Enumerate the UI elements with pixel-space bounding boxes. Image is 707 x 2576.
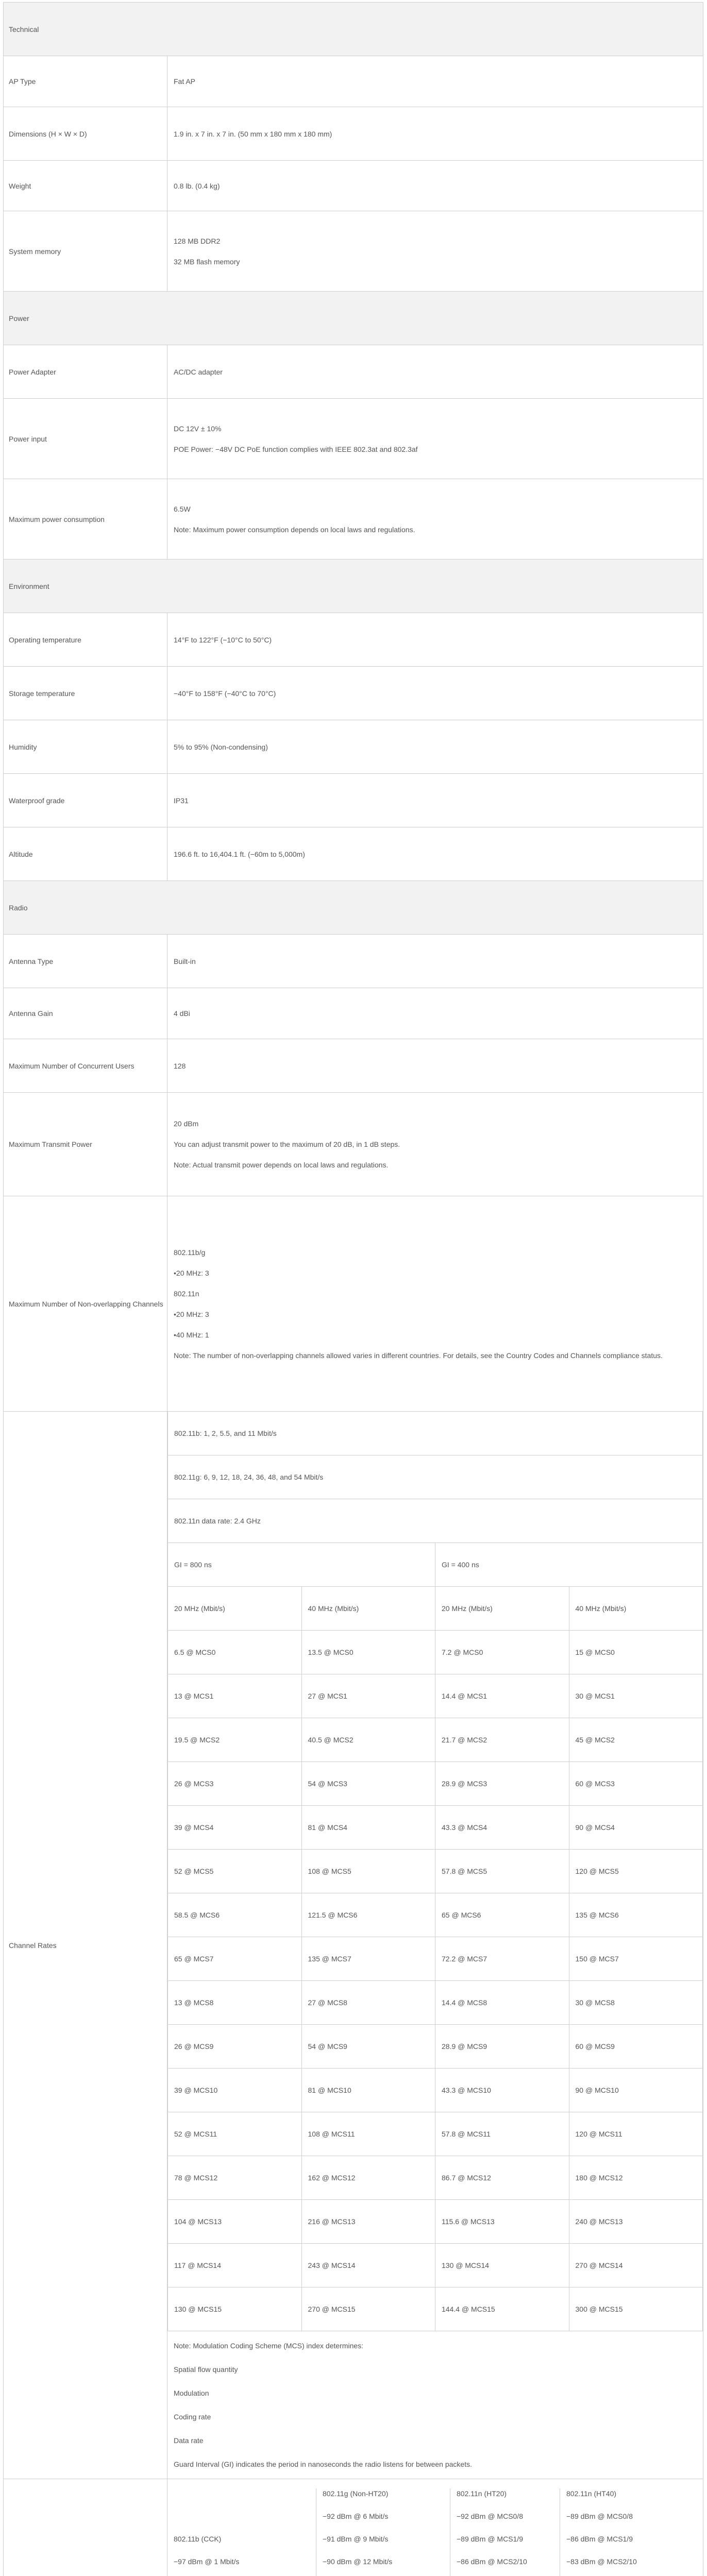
dimensions-label: Dimensions (H × W × D) bbox=[4, 107, 167, 161]
rate-cell: 108 @ MCS5 bbox=[301, 1850, 435, 1893]
rates-note: Note: Modulation Coding Scheme (MCS) index determines: bbox=[174, 2342, 364, 2350]
non-overlap-note: Note: The number of non-overlapping channels allowed varies in different countries. For details, see the Country Codes and Channels compliance status. bbox=[174, 1351, 663, 1360]
rs-entry: −86 dBm @ MCS1/9 bbox=[566, 2535, 633, 2543]
rs-col-11n-ht20 bbox=[450, 2488, 560, 2576]
operating-temp-value: 14°F to 122°F (−10°C to 50°C) bbox=[167, 613, 703, 667]
rate-cell: 57.8 @ MCS5 bbox=[435, 1850, 569, 1893]
rate-row bbox=[168, 2112, 703, 2156]
non-overlap-line: •40 MHz: 1 bbox=[174, 1330, 209, 1339]
rate-cell: 28.9 @ MCS3 bbox=[435, 1762, 569, 1806]
rates-note: Guard Interval (GI) indicates the period in nanoseconds the radio listens for between packets. bbox=[174, 2460, 472, 2468]
rate-cell: 43.3 @ MCS10 bbox=[435, 2069, 569, 2112]
non-overlap-line: •20 MHz: 3 bbox=[174, 1268, 209, 1277]
rs-entry: −90 dBm @ 12 Mbit/s bbox=[323, 2557, 393, 2566]
col-20mhz-header: 20 MHz (Mbit/s) bbox=[168, 1587, 302, 1631]
max-users-value: 128 bbox=[167, 1039, 703, 1093]
rate-row bbox=[168, 1937, 703, 1981]
rate-cell: 30 @ MCS8 bbox=[569, 1981, 703, 2025]
rate-cell: 60 @ MCS3 bbox=[569, 1762, 703, 1806]
humidity-value: 5% to 95% (Non-condensing) bbox=[167, 720, 703, 774]
max-power-label: Maximum power consumption bbox=[4, 479, 167, 560]
rate-cell: 45 @ MCS2 bbox=[569, 1718, 703, 1762]
channel-rates-notes bbox=[167, 2331, 703, 2479]
rate-cell: 144.4 @ MCS15 bbox=[435, 2287, 569, 2331]
rate-cell: 81 @ MCS10 bbox=[301, 2069, 435, 2112]
rs-entry: 802.11b (CCK) bbox=[174, 2535, 222, 2543]
operating-temp-label: Operating temperature bbox=[4, 613, 167, 667]
memory-value bbox=[167, 211, 703, 292]
rate-cell: 57.8 @ MCS11 bbox=[435, 2112, 569, 2156]
rate-cell: 13 @ MCS8 bbox=[168, 1981, 302, 2025]
rate-cell: 120 @ MCS5 bbox=[569, 1850, 703, 1893]
rate-cell: 40.5 @ MCS2 bbox=[301, 1718, 435, 1762]
col-20mhz-header: 20 MHz (Mbit/s) bbox=[435, 1587, 569, 1631]
rate-cell: 43.3 @ MCS4 bbox=[435, 1806, 569, 1850]
max-power-line-1: 6.5W bbox=[174, 504, 191, 513]
max-power-value bbox=[167, 479, 703, 560]
power-input-value bbox=[167, 399, 703, 479]
weight-label: Weight bbox=[4, 161, 167, 211]
rate-cell: 13.5 @ MCS0 bbox=[301, 1631, 435, 1674]
rate-cell: 60 @ MCS9 bbox=[569, 2025, 703, 2069]
rate-row bbox=[168, 1762, 703, 1806]
rs-entry: 802.11n (HT40) bbox=[566, 2489, 617, 2498]
rate-cell: 39 @ MCS4 bbox=[168, 1806, 302, 1850]
power-input-line-1: DC 12V ± 10% bbox=[174, 424, 222, 433]
rate-row bbox=[168, 1850, 703, 1893]
storage-temp-value: −40°F to 158°F (−40°C to 70°C) bbox=[167, 667, 703, 720]
max-tx-power-line-1: 20 dBm bbox=[174, 1120, 199, 1128]
rate-row bbox=[168, 2069, 703, 2112]
spec-table bbox=[3, 2, 703, 2576]
rate-cell: 72.2 @ MCS7 bbox=[435, 1937, 569, 1981]
rate-cell: 54 @ MCS9 bbox=[301, 2025, 435, 2069]
rate-row bbox=[168, 2156, 703, 2200]
rate-row bbox=[168, 1981, 703, 2025]
altitude-value: 196.6 ft. to 16,404.1 ft. (−60m to 5,000m) bbox=[167, 827, 703, 881]
rate-cell: 26 @ MCS3 bbox=[168, 1762, 302, 1806]
rate-cell: 15 @ MCS0 bbox=[569, 1631, 703, 1674]
rate-cell: 7.2 @ MCS0 bbox=[435, 1631, 569, 1674]
rate-cell: 130 @ MCS14 bbox=[435, 2244, 569, 2287]
storage-temp-label: Storage temperature bbox=[4, 667, 167, 720]
rs-entry: 802.11n (HT20) bbox=[457, 2489, 507, 2498]
col-40mhz-header: 40 MHz (Mbit/s) bbox=[301, 1587, 435, 1631]
receiver-sensitivity-label bbox=[4, 2479, 167, 2576]
weight-value: 0.8 lb. (0.4 kg) bbox=[167, 161, 703, 211]
rate-cell: 28.9 @ MCS9 bbox=[435, 2025, 569, 2069]
altitude-label: Altitude bbox=[4, 827, 167, 881]
rate-cell: 19.5 @ MCS2 bbox=[168, 1718, 302, 1762]
rate-cell: 108 @ MCS11 bbox=[301, 2112, 435, 2156]
rate-cell: 120 @ MCS11 bbox=[569, 2112, 703, 2156]
rs-entry: −92 dBm @ MCS0/8 bbox=[457, 2512, 523, 2520]
ap-type-label: AP Type bbox=[4, 56, 167, 107]
non-overlap-line: 802.11n bbox=[174, 1289, 199, 1298]
max-users-label: Maximum Number of Concurrent Users bbox=[4, 1039, 167, 1093]
max-power-line-2: Note: Maximum power consumption depends on local laws and regulations. bbox=[174, 525, 415, 534]
rate-row bbox=[168, 2200, 703, 2244]
rate-cell: 65 @ MCS7 bbox=[168, 1937, 302, 1981]
section-technical: Technical bbox=[4, 3, 703, 56]
power-adapter-value: AC/DC adapter bbox=[167, 345, 703, 399]
power-input-label: Power input bbox=[4, 399, 167, 479]
section-environment: Environment bbox=[4, 560, 703, 613]
non-overlapping-value bbox=[167, 1196, 703, 1412]
rate-row bbox=[168, 2025, 703, 2069]
waterproof-label: Waterproof grade bbox=[4, 774, 167, 827]
rate-cell: 54 @ MCS3 bbox=[301, 1762, 435, 1806]
rate-cell: 52 @ MCS5 bbox=[168, 1850, 302, 1893]
rs-entry: 802.11g (Non-HT20) bbox=[323, 2489, 389, 2498]
rate-cell: 300 @ MCS15 bbox=[569, 2287, 703, 2331]
rate-cell: 130 @ MCS15 bbox=[168, 2287, 302, 2331]
channel-rates-label: Channel Rates bbox=[4, 1412, 167, 2479]
rate-row bbox=[168, 1631, 703, 1674]
antenna-type-value: Built-in bbox=[167, 935, 703, 988]
rs-col-11n-ht40 bbox=[560, 2488, 685, 2576]
memory-line-2: 32 MB flash memory bbox=[174, 257, 240, 266]
memory-line-1: 128 MB DDR2 bbox=[174, 236, 221, 245]
non-overlapping-label: Maximum Number of Non-overlapping Channels bbox=[4, 1196, 167, 1412]
channel-rates-table bbox=[167, 1412, 703, 2331]
rate-cell: 58.5 @ MCS6 bbox=[168, 1893, 302, 1937]
dimensions-value: 1.9 in. x 7 in. x 7 in. (50 mm x 180 mm x 180 mm) bbox=[167, 107, 703, 161]
rate-row bbox=[168, 1718, 703, 1762]
rate-cell: 26 @ MCS9 bbox=[168, 2025, 302, 2069]
rate-cell: 86.7 @ MCS12 bbox=[435, 2156, 569, 2200]
rate-cell: 240 @ MCS13 bbox=[569, 2200, 703, 2244]
rate-cell: 90 @ MCS4 bbox=[569, 1806, 703, 1850]
non-overlap-line: 802.11b/g bbox=[174, 1248, 206, 1257]
rs-entry: −97 dBm @ 1 Mbit/s bbox=[174, 2557, 240, 2566]
rate-cell: 52 @ MCS11 bbox=[168, 2112, 302, 2156]
rate-cell: 270 @ MCS14 bbox=[569, 2244, 703, 2287]
rs-entry: −92 dBm @ 6 Mbit/s bbox=[323, 2512, 389, 2520]
memory-label: System memory bbox=[4, 211, 167, 292]
ap-type-value: Fat AP bbox=[167, 56, 703, 107]
rs-entry: −89 dBm @ MCS1/9 bbox=[457, 2535, 523, 2543]
rate-cell: 121.5 @ MCS6 bbox=[301, 1893, 435, 1937]
rate-cell: 21.7 @ MCS2 bbox=[435, 1718, 569, 1762]
rate-cell: 117 @ MCS14 bbox=[168, 2244, 302, 2287]
section-radio: Radio bbox=[4, 881, 703, 935]
rs-entry: −89 dBm @ MCS0/8 bbox=[566, 2512, 633, 2520]
rates-note: Spatial flow quantity bbox=[174, 2365, 238, 2374]
rate-cell: 104 @ MCS13 bbox=[168, 2200, 302, 2244]
channel-rates-value bbox=[167, 1412, 703, 2479]
rate-cell: 30 @ MCS1 bbox=[569, 1674, 703, 1718]
rs-col-11b bbox=[167, 2534, 316, 2576]
rates-note: Modulation bbox=[174, 2389, 209, 2397]
rate-cell: 162 @ MCS12 bbox=[301, 2156, 435, 2200]
non-overlap-line: •20 MHz: 3 bbox=[174, 1310, 209, 1318]
antenna-gain-value: 4 dBi bbox=[167, 988, 703, 1039]
rate-cell: 39 @ MCS10 bbox=[168, 2069, 302, 2112]
power-input-line-2: POE Power: −48V DC PoE function complies with IEEE 802.3at and 802.3af bbox=[174, 445, 418, 453]
rs-entry: −83 dBm @ MCS2/10 bbox=[566, 2557, 637, 2566]
rate-row bbox=[168, 1674, 703, 1718]
rs-entry: −91 dBm @ 9 Mbit/s bbox=[323, 2535, 389, 2543]
g-rates: 802.11g: 6, 9, 12, 18, 24, 36, 48, and 54 Mbit/s bbox=[168, 1455, 703, 1499]
rate-cell: 81 @ MCS4 bbox=[301, 1806, 435, 1850]
rate-cell: 6.5 @ MCS0 bbox=[168, 1631, 302, 1674]
max-tx-power-line-2: You can adjust transmit power to the maximum of 20 dB, in 1 dB steps. bbox=[174, 1140, 400, 1148]
antenna-gain-label: Antenna Gain bbox=[4, 988, 167, 1039]
rate-cell: 90 @ MCS10 bbox=[569, 2069, 703, 2112]
rate-cell: 115.6 @ MCS13 bbox=[435, 2200, 569, 2244]
power-adapter-label: Power Adapter bbox=[4, 345, 167, 399]
rate-cell: 135 @ MCS7 bbox=[301, 1937, 435, 1981]
rates-note: Data rate bbox=[174, 2436, 204, 2445]
rate-cell: 180 @ MCS12 bbox=[569, 2156, 703, 2200]
waterproof-value: IP31 bbox=[167, 774, 703, 827]
max-tx-power-label: Maximum Transmit Power bbox=[4, 1093, 167, 1196]
rate-cell: 65 @ MCS6 bbox=[435, 1893, 569, 1937]
max-tx-power-line-3: Note: Actual transmit power depends on local laws and regulations. bbox=[174, 1161, 389, 1169]
humidity-label: Humidity bbox=[4, 720, 167, 774]
rate-row bbox=[168, 2244, 703, 2287]
rate-cell: 13 @ MCS1 bbox=[168, 1674, 302, 1718]
rate-cell: 14.4 @ MCS1 bbox=[435, 1674, 569, 1718]
rate-cell: 135 @ MCS6 bbox=[569, 1893, 703, 1937]
b-rates: 802.11b: 1, 2, 5.5, and 11 Mbit/s bbox=[168, 1412, 703, 1455]
section-power: Power bbox=[4, 292, 703, 345]
rates-note: Coding rate bbox=[174, 2413, 211, 2421]
rate-cell: 78 @ MCS12 bbox=[168, 2156, 302, 2200]
rate-row bbox=[168, 1893, 703, 1937]
col-40mhz-header: 40 MHz (Mbit/s) bbox=[569, 1587, 703, 1631]
rate-cell: 216 @ MCS13 bbox=[301, 2200, 435, 2244]
rate-cell: 27 @ MCS8 bbox=[301, 1981, 435, 2025]
rate-cell: 27 @ MCS1 bbox=[301, 1674, 435, 1718]
rate-cell: 14.4 @ MCS8 bbox=[435, 1981, 569, 2025]
antenna-type-label: Antenna Type bbox=[4, 935, 167, 988]
rs-entry: −86 dBm @ MCS2/10 bbox=[457, 2557, 527, 2566]
receiver-sensitivity-value bbox=[167, 2479, 703, 2576]
rs-col-11g bbox=[316, 2488, 450, 2576]
rate-cell: 270 @ MCS15 bbox=[301, 2287, 435, 2331]
max-tx-power-value bbox=[167, 1093, 703, 1196]
gi-800-header: GI = 800 ns bbox=[168, 1543, 435, 1587]
gi-400-header: GI = 400 ns bbox=[435, 1543, 703, 1587]
rate-cell: 150 @ MCS7 bbox=[569, 1937, 703, 1981]
n-band: 802.11n data rate: 2.4 GHz bbox=[168, 1499, 703, 1543]
rate-row bbox=[168, 2287, 703, 2331]
receiver-sensitivity-grid bbox=[167, 2479, 703, 2576]
rate-row bbox=[168, 1806, 703, 1850]
rate-cell: 243 @ MCS14 bbox=[301, 2244, 435, 2287]
